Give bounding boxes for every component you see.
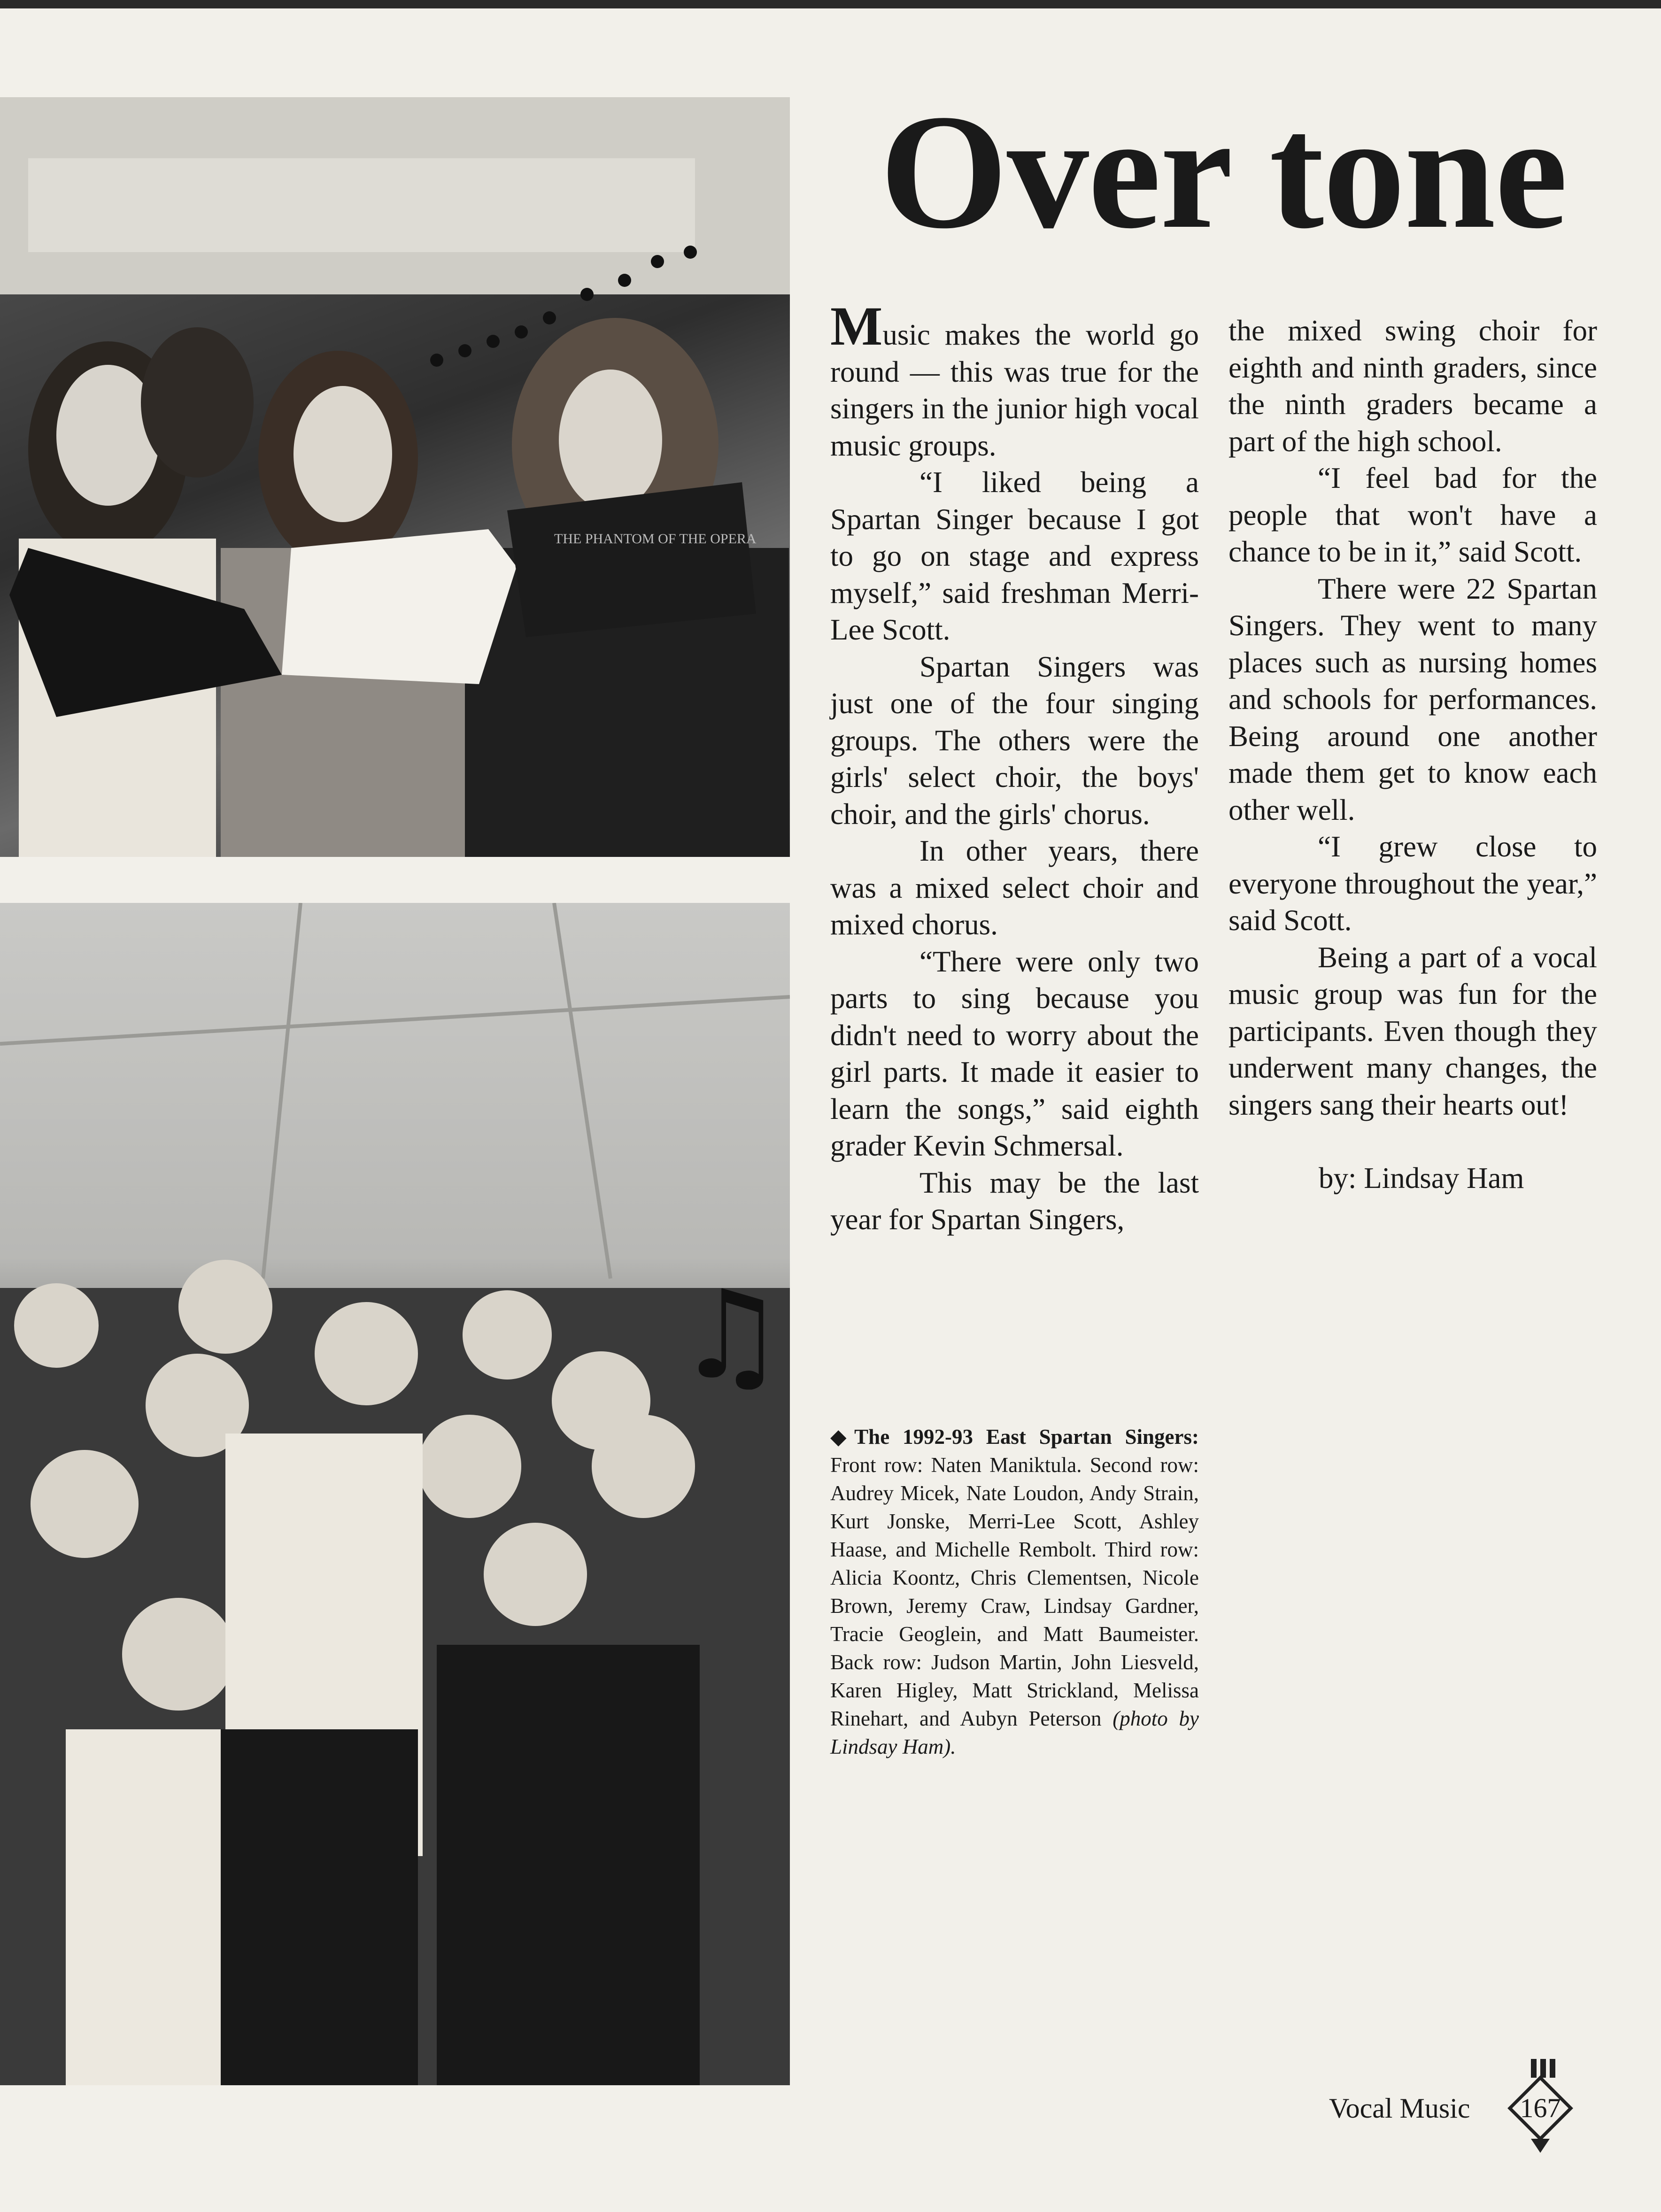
article-paragraph: “I grew close to everyone throughout the year,” said Scott. <box>1228 830 1597 937</box>
article-paragraph: Being a part of a vocal music group was fun for the participants. Even though they underwent many changes, the singers sang their hearts out! <box>1228 940 1597 1121</box>
article-byline: by: Lindsay Ham <box>1319 1162 1524 1195</box>
article-title: Over tone <box>880 80 1567 262</box>
article-paragraph: “I feel bad for the people that won't have a chance to be in it,” said Scott. <box>1228 462 1597 568</box>
group-illustration <box>0 903 790 2085</box>
article-paragraph: Spartan Singers was just one of the four singing groups. The others were the girls' select choir, the boys' choir, and the girls' chorus. <box>830 650 1199 831</box>
caption-lead: ◆The 1992-93 East Spartan Singers: <box>830 1425 1199 1449</box>
singers-illustration <box>0 97 790 857</box>
top-edge-rule <box>0 0 1661 8</box>
article-paragraph: “There were only two parts to sing because you didn't need to worry about the girl parts. It made it easier to learn the songs,” said eighth grader Kevin Schmersal. <box>830 945 1199 1162</box>
photo-caption <box>830 1423 1199 1761</box>
photo-singers-with-scores <box>0 97 790 857</box>
music-note-decoration: ♫ <box>676 1264 786 1406</box>
drop-cap: M <box>830 295 883 357</box>
caption-credit: (photo by Lindsay Ham). <box>830 1707 1199 1758</box>
page-number: 167 <box>1520 2093 1561 2123</box>
section-label: Vocal Music <box>1329 2093 1470 2124</box>
article-paragraph: This may be the last year for Spartan Singers, <box>830 1166 1199 1236</box>
article-column-left <box>830 295 1199 1238</box>
article-paragraph: There were 22 Spartan Singers. They went to many places such as nursing homes and schools for performances. Being around one another made them get to know each other well. <box>1228 572 1597 826</box>
article-paragraph: “I liked being a Spartan Singer because I got to go on stage and express myself,” said freshman Merri-Lee Scott. <box>830 466 1199 646</box>
photo-group-spartan-singers <box>0 903 790 2085</box>
article-paragraph: the mixed swing choir for eighth and ninth graders, since the ninth graders became a part of the high school. <box>1228 314 1597 458</box>
article-column-right <box>1228 312 1597 1197</box>
caption-names: Front row: Naten Maniktula. Second row: Audrey Micek, Nate Loudon, Andy Strain, Kurt Jonske, Merri-Lee Scott, Ashley Haase, and Michelle Rembolt. Third row: Alicia Koontz, Chris Clementsen, Nicole Brown, Jeremy Craw, Lindsay Gardner, Tracie Geoglein, and Matt Baumeister. Back row: Judson Martin, John Liesveld, Karen Higley, Matt Strickland, Melissa Rinehart, and Aubyn Peterson <box>830 1453 1199 1730</box>
article-paragraph: Music makes the world go round — this was true for the singers in the junior high vocal music groups. <box>830 295 1199 462</box>
score-cover-text: THE PHANTOM OF THE OPERA <box>554 531 757 547</box>
article-paragraph: In other years, there was a mixed select choir and mixed chorus. <box>830 834 1199 941</box>
